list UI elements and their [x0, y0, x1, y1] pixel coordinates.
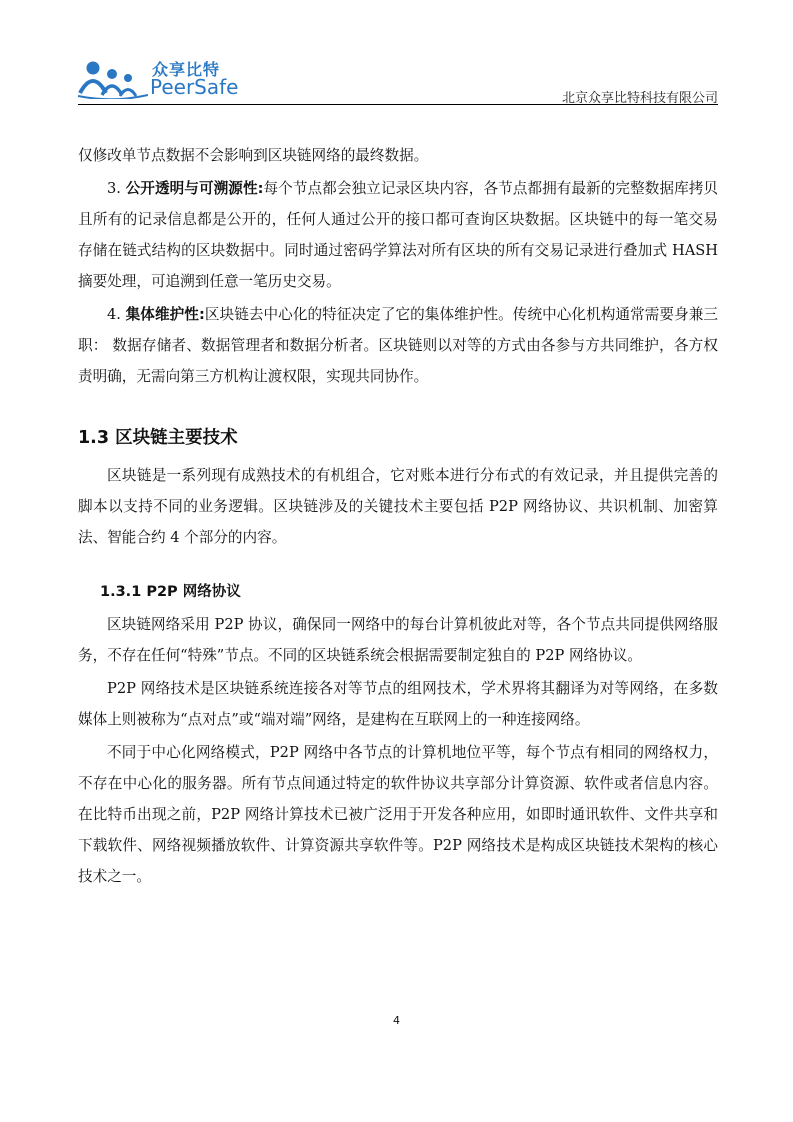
paragraph-p2p-definition: P2P 网络技术是区块链系统连接各对等节点的组网技术，学术界将其翻译为对等网络，在多数媒体上则被称为“点对点”或“端对端”网络，是建构在互联网上的一种连接网络。 [78, 680, 718, 728]
bold-term: 集体维护性: [125, 306, 205, 323]
people-logo-icon [78, 59, 148, 99]
paragraph-transparency [78, 173, 718, 297]
paragraph-tech-overview: 区块链是一系列现有成熟技术的有机组合，它对账本进行分布式的有效记录，并且提供完善的脚本以支持不同的业务逻辑。区块链涉及的关键技术主要包括 P2P 网络协议、共识机制、加密算法、智能合约 4 个部分的内容。 [78, 467, 718, 546]
company-logo [78, 55, 278, 101]
page-header [78, 55, 718, 106]
list-number: 4. [107, 306, 126, 323]
document-body [78, 140, 718, 892]
paragraph-text: 区块链去中心化的特征决定了它的集体维护性。传统中心化机构通常需要身兼三职： 数据存储者、数据管理者和数据分析者。区块链则以对等的方式由各参与方共同维护，各方权责明确，无需向第三方机构让渡权限，实现共同协作。 [78, 306, 718, 385]
logo-english-name: PeerSafe [150, 75, 239, 99]
paragraph-p2p-model: 不同于中心化网络模式，P2P 网络中各节点的计算机地位平等，每个节点有相同的网络权力，不存在中心化的服务器。所有节点间通过特定的软件协议共享部分计算资源、软件或者信息内容。在比特币出现之前，P2P 网络计算技术已被广泛用于开发各种应用，如即时通讯软件、文件共享和下载软件、网络视频播放软件、计算资源共享软件等。P2P 网络技术是构成区块链技术架构的核心技术之一。 [78, 744, 718, 885]
subsection-heading: 1.3.1 P2P 网络协议 [100, 584, 241, 600]
bold-term: 公开透明与可溯源性: [125, 180, 264, 197]
header-divider [78, 104, 718, 105]
logo-chinese-name: 众享比特 [152, 60, 221, 79]
section-heading: 1.3 区块链主要技术 [78, 428, 238, 448]
paragraph-p2p-protocol: 区块链网络采用 P2P 协议，确保同一网络中的每台计算机彼此对等，各个节点共同提供网络服务，不存在任何“特殊”节点。不同的区块链系统会根据需要制定独自的 P2P 网络协议。 [78, 616, 718, 664]
paragraph-continuation: 仅修改单节点数据不会影响到区块链网络的最终数据。 [78, 147, 429, 164]
company-name: 北京众享比特科技有限公司 [561, 91, 718, 106]
paragraph-maintenance [78, 299, 718, 392]
paragraph-text: 每个节点都会独立记录区块内容，各节点都拥有最新的完整数据库拷贝且所有的记录信息都是公开的，任何人通过公开的接口都可查询区块数据。区块链中的每一笔交易存储在链式结构的区块数据中。同时通过密码学算法对所有区块的所有交易记录进行叠加式 HASH 摘要处理，可追溯到任意一笔历史交易。 [78, 180, 718, 290]
list-number: 3. [107, 180, 126, 197]
page-number: 4 [393, 1014, 400, 1027]
